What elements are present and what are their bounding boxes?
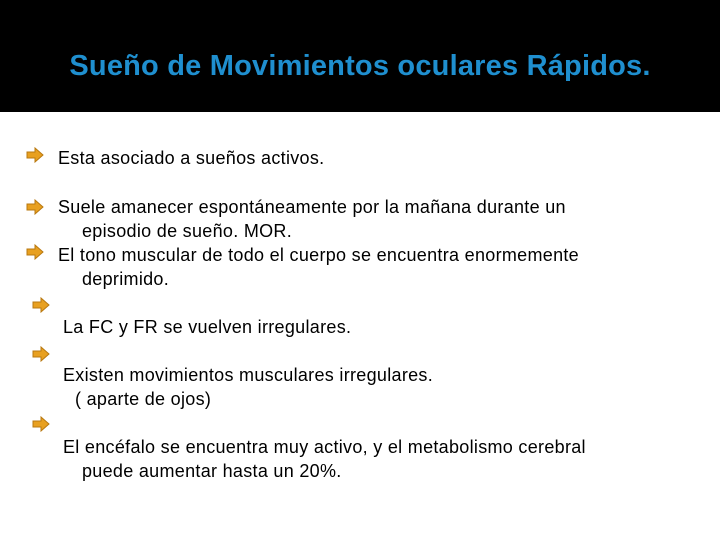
- orange-arrow-icon: [26, 199, 44, 215]
- slide-title: Sueño de Movimientos oculares Rápidos.: [69, 50, 651, 82]
- bullet-text: Existen movimientos musculares irregulares.: [63, 365, 434, 385]
- bullet-text-continuation: deprimido.: [82, 269, 170, 289]
- bullet-text: Esta asociado a sueños activos.: [58, 148, 325, 168]
- bullet-text: El tono muscular de todo el cuerpo se encuentra enormemente: [58, 245, 579, 265]
- orange-arrow-icon: [32, 416, 50, 432]
- orange-arrow-icon: [32, 297, 50, 313]
- bullet-text: Suele amanecer espontáneamente por la mañana durante un: [58, 197, 566, 217]
- title-bar: [0, 0, 720, 112]
- orange-arrow-icon: [32, 346, 50, 362]
- bullet-text: El encéfalo se encuentra muy activo, y el metabolismo cerebral: [63, 437, 586, 457]
- bullet-text-continuation: episodio de sueño. MOR.: [82, 221, 293, 241]
- orange-arrow-icon: [26, 147, 44, 163]
- bullet-text-continuation: ( aparte de ojos): [75, 389, 212, 409]
- bullet-text: La FC y FR se vuelven irregulares.: [63, 317, 352, 337]
- orange-arrow-icon: [26, 244, 44, 260]
- bullet-text-continuation: puede aumentar hasta un 20%.: [82, 461, 342, 481]
